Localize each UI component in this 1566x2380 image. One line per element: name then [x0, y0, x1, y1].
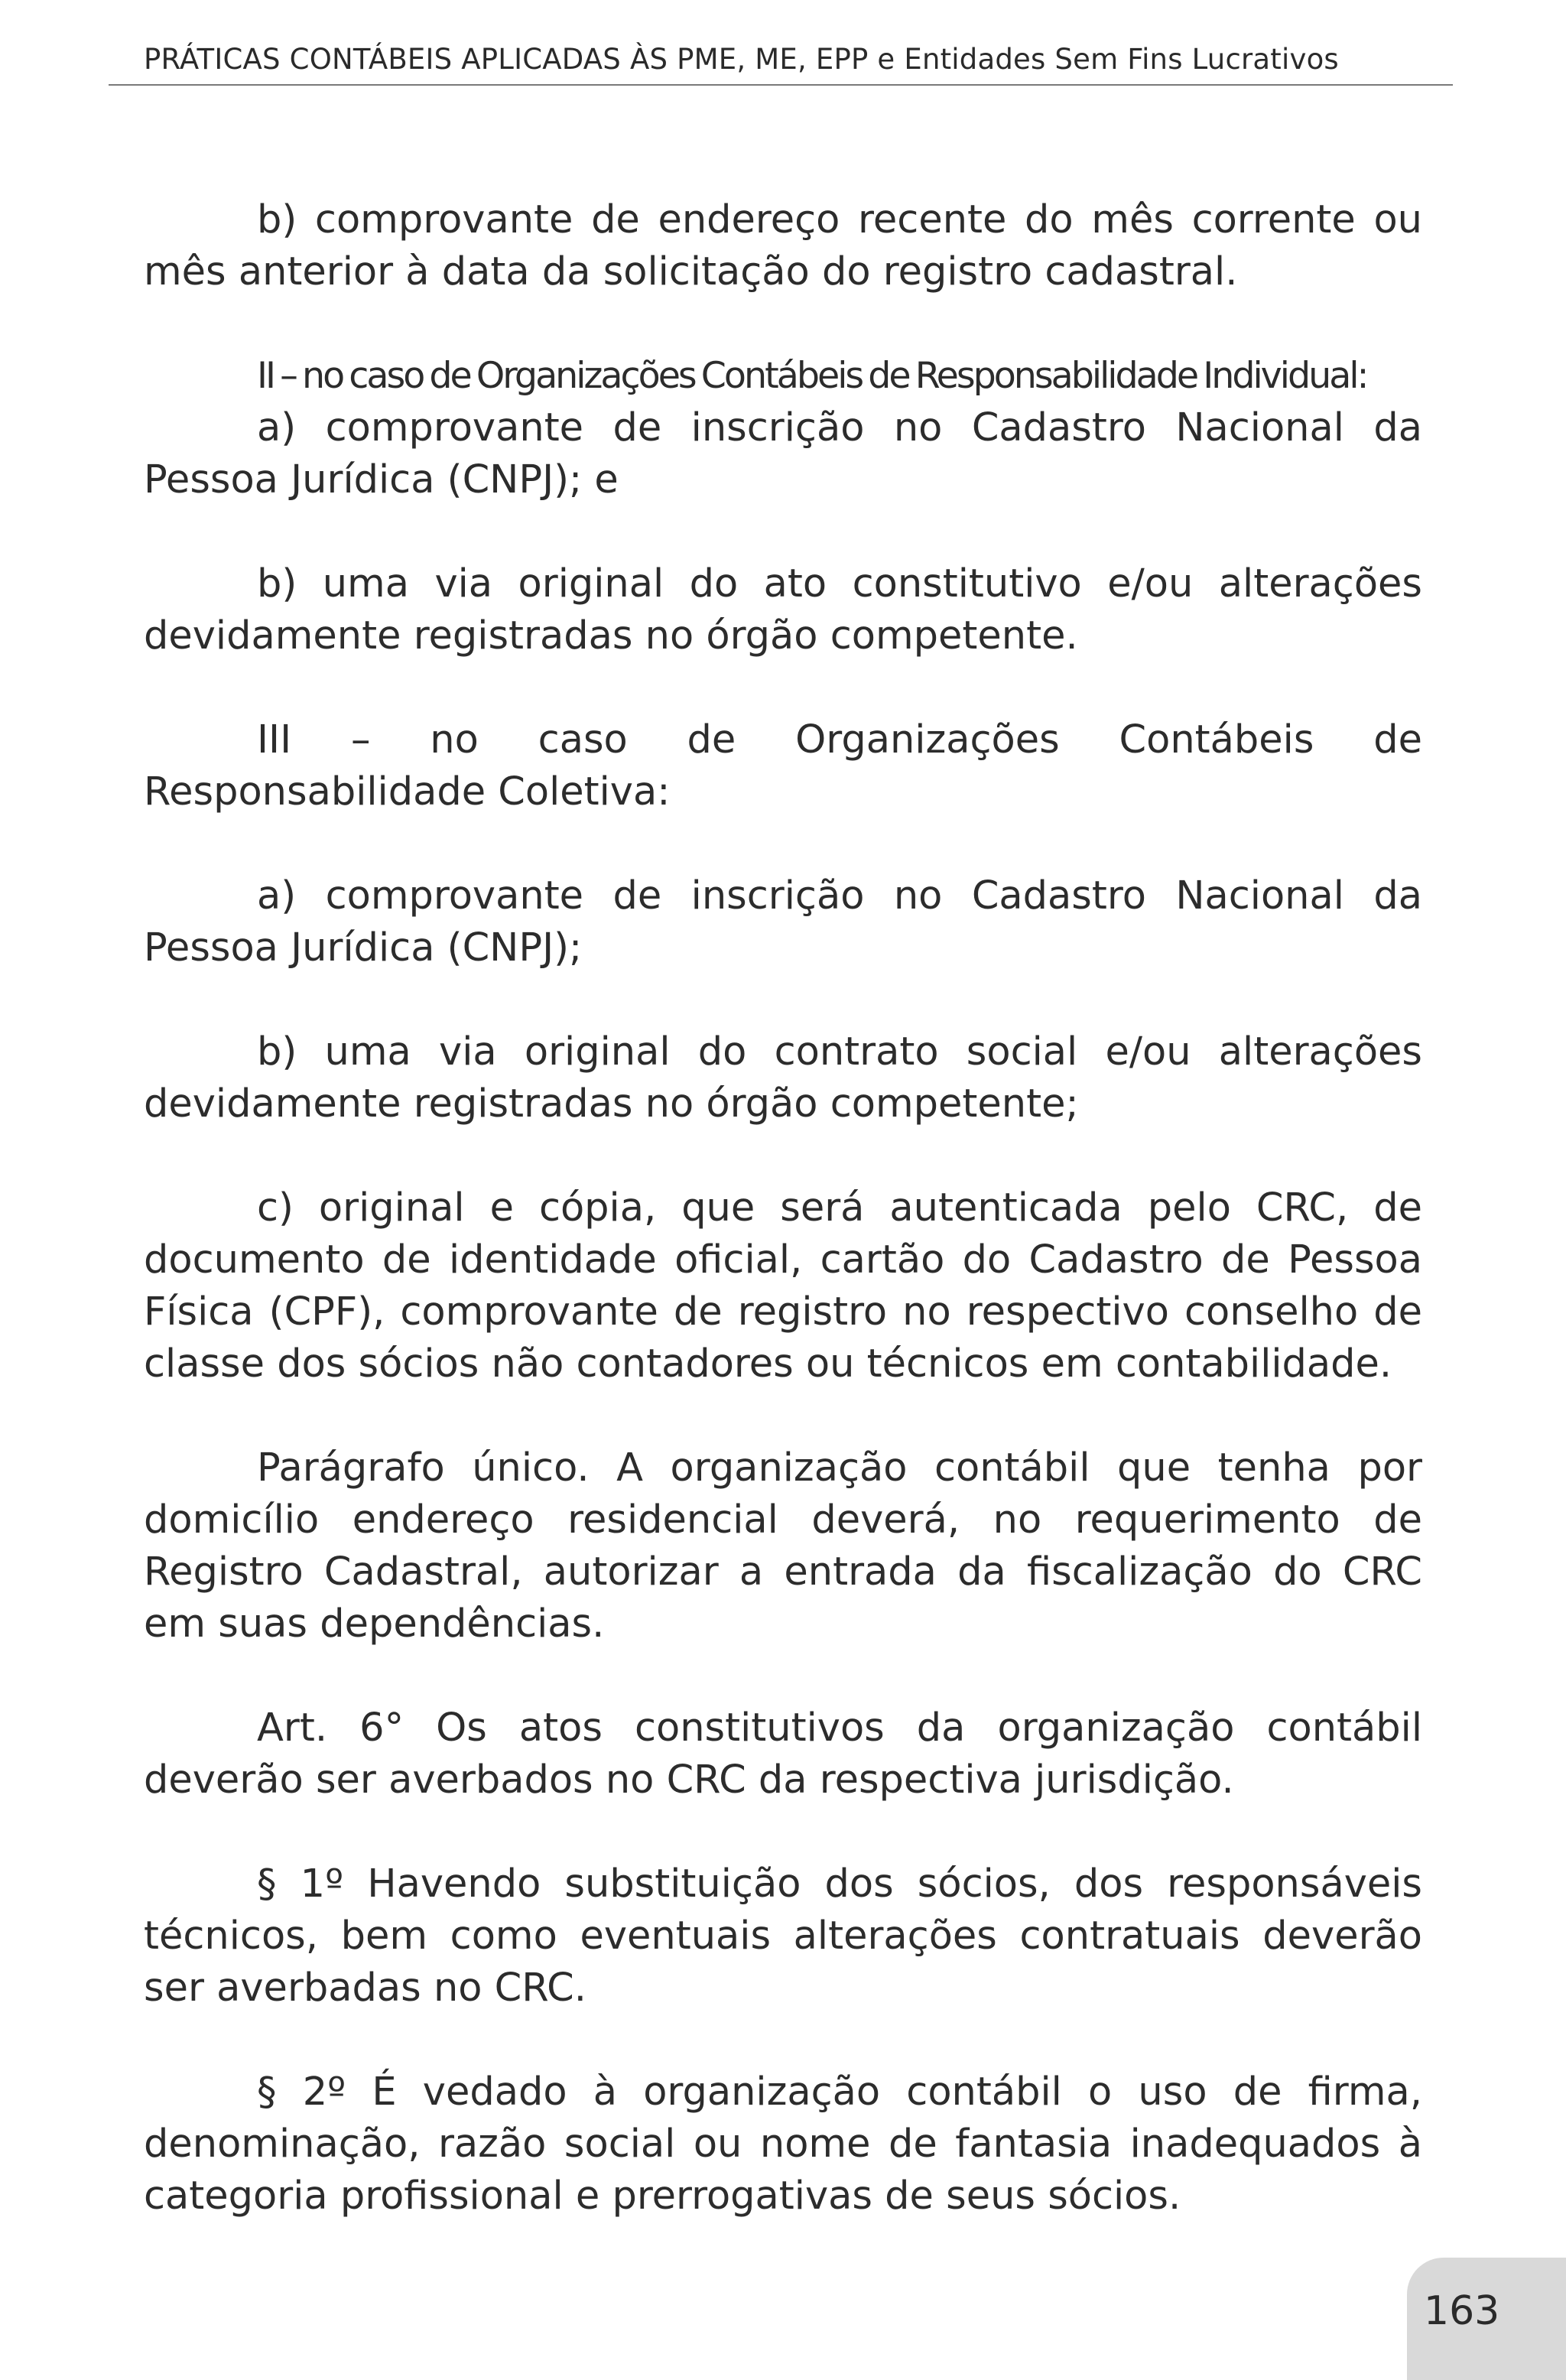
paragraph-section-2: § 2º É vedado à organização contábil o uso de firma, denominação, razão social ou nome de fantasia inadequados à categoria profissional e prerrogativas de seus sócios. [144, 2069, 1422, 2219]
paragraph-item-c-identity-documents: c) original e cópia, que será autenticada pelo CRC, de documento de identidade oficial, cartão do Cadastro de Pessoa Física (CPF), comprovante de registro no respectivo conselho de classe dos sócios não contadores ou técnicos em contabilidade. [144, 1185, 1422, 1387]
header-divider [109, 84, 1453, 86]
paragraph-spacer [144, 298, 1422, 350]
paragraph-spacer [144, 1390, 1422, 1442]
paragraph-spacer [144, 974, 1422, 1026]
paragraph-spacer [144, 1806, 1422, 1858]
paragraph-spacer [144, 2014, 1422, 2066]
paragraph-item-a-cnpj-collective: a) comprovante de inscrição no Cadastro Nacional da Pessoa Jurídica (CNPJ); [144, 873, 1422, 971]
document-body [144, 194, 1422, 2222]
paragraph-spacer [144, 818, 1422, 870]
paragraph-item-b-constitutive-act: b) uma via original do ato constitutivo e/ou alterações devidamente registradas no órgão competente. [144, 561, 1422, 658]
paragraph-section-ii-heading: II – no caso de Organizações Contábeis de Responsabilidade Individual: [257, 355, 1367, 397]
paragraph-sole-paragraph: Parágrafo único. A organização contábil que tenha por domicílio endereço residencial deverá, no requerimento de Registro Cadastral, autorizar a entrada da fiscalização do CRC em suas dependências. [144, 1445, 1422, 1647]
paragraph-spacer [144, 1650, 1422, 1702]
paragraph-item-b-address-proof: b) comprovante de endereço recente do mês corrente ou mês anterior à data da solicitação do registro cadastral. [144, 197, 1422, 294]
paragraph-spacer [144, 662, 1422, 714]
paragraph-spacer [144, 1130, 1422, 1182]
paragraph-section-1: § 1º Havendo substituição dos sócios, dos responsáveis técnicos, bem como eventuais alterações contratuais deverão ser averbadas no CRC. [144, 1861, 1422, 2011]
paragraph-item-a-cnpj-individual: a) comprovante de inscrição no Cadastro Nacional da Pessoa Jurídica (CNPJ); e [144, 405, 1422, 502]
paragraph-section-iii-heading: III – no caso de Organizações Contábeis de Responsabilidade Coletiva: [144, 717, 1422, 814]
running-header-title: PRÁTICAS CONTÁBEIS APLICADAS ÀS PME, ME, EPP e Entidades Sem Fins Lucrativos [144, 43, 1339, 76]
page-number: 163 [1424, 2288, 1500, 2334]
paragraph-item-b-social-contract: b) uma via original do contrato social e/ou alterações devidamente registradas no órgão competente; [144, 1029, 1422, 1127]
paragraph-article-6: Art. 6° Os atos constitutivos da organização contábil deverão ser averbados no CRC da respectiva jurisdição. [144, 1705, 1422, 1803]
paragraph-spacer [144, 506, 1422, 558]
